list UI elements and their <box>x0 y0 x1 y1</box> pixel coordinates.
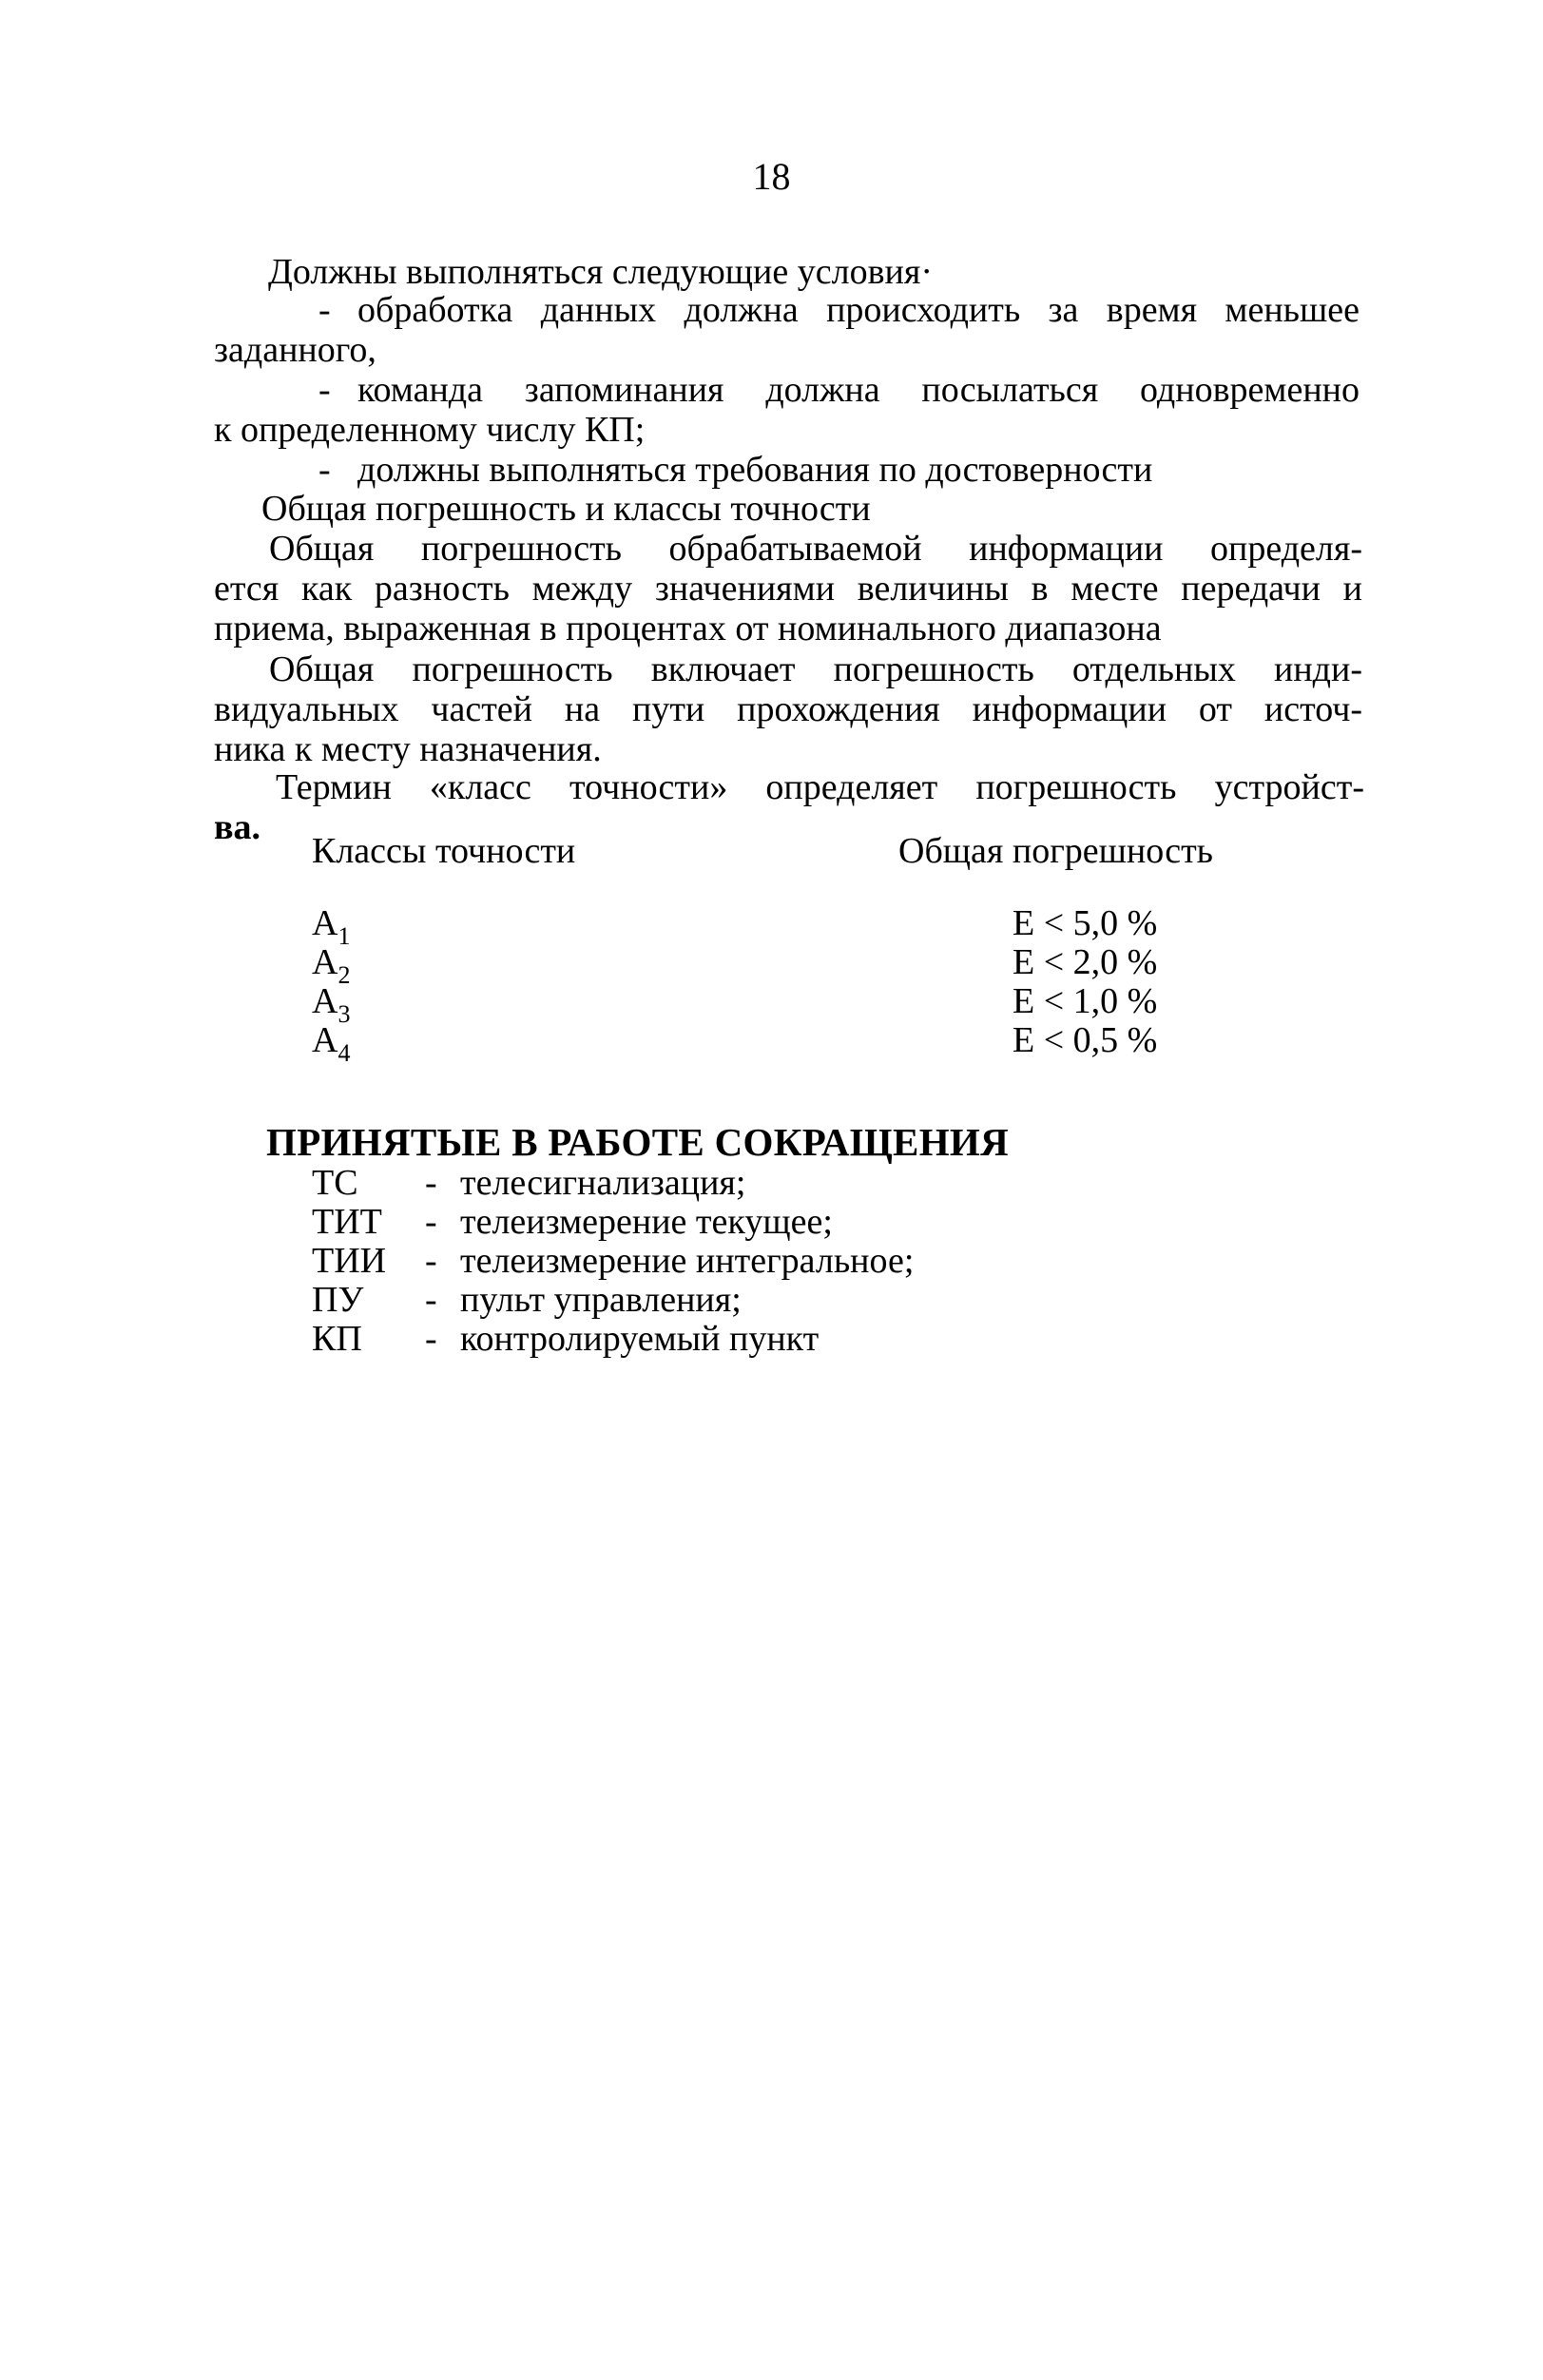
page-number: 18 <box>752 155 791 198</box>
para2-line3: ника к месту назначения. <box>214 729 602 769</box>
abbr-text-tii: телеизмерение интегральное; <box>460 1241 915 1281</box>
abbr-dash-tii: - <box>425 1241 437 1281</box>
table-header-class: Классы точности <box>312 831 576 871</box>
para1-line3: приема, выраженная в процентах от номинального диапазона <box>214 609 1162 648</box>
section-title: Общая погрешность и классы точности <box>261 489 871 529</box>
para2-line1: Общая погрешность включает погрешность отдельных инди- <box>269 649 1362 689</box>
abbr-dash-pu: - <box>425 1280 437 1320</box>
para1-line2: ется как разность между значениями величины в месте передачи и <box>214 569 1362 609</box>
condition-2-line1: команда запоминания должна посылаться одновременно <box>357 370 1360 410</box>
table-header-error: Общая погрешность <box>898 831 1214 871</box>
abbr-code-kp: КП <box>312 1319 362 1359</box>
condition-2-dash: - <box>318 370 331 410</box>
abbr-dash-ts: - <box>425 1163 437 1203</box>
abbr-text-pu: пульт управления; <box>460 1280 742 1320</box>
error-a2: E < 2,0 % <box>1013 942 1158 982</box>
condition-3-line1: должны выполняться требования по достоверности <box>357 450 1153 490</box>
abbr-code-pu: ПУ <box>312 1280 364 1320</box>
condition-1-line2: заданного, <box>214 330 376 370</box>
abbr-dash-kp: - <box>425 1319 437 1359</box>
abbr-dash-tit: - <box>425 1202 437 1242</box>
para1-line1: Общая погрешность обрабатываемой информации определя- <box>269 529 1362 569</box>
intro-line: Должны выполняться следующие условия· <box>268 252 933 292</box>
class-a1: $A_1$ <box>312 903 351 950</box>
abbr-text-kp: контролируемый пункт <box>460 1319 820 1359</box>
para3-line2: ва. <box>214 807 261 847</box>
error-a4: E < 0,5 % <box>1013 1020 1158 1060</box>
class-a2: $A_2$ <box>312 942 351 989</box>
abbr-text-tit: телеизмерение текущее; <box>460 1202 833 1242</box>
error-a1: E < 5,0 % <box>1013 903 1158 943</box>
para2-line2: видуальных частей на пути прохождения информации от источ- <box>214 689 1362 729</box>
class-a3: $A_3$ <box>312 981 351 1028</box>
class-a4: $A_4$ <box>312 1020 351 1067</box>
abbreviations-title: ПРИНЯТЫЕ В РАБОТЕ СОКРАЩЕНИЯ <box>266 1120 1009 1164</box>
abbr-code-ts: ТС <box>312 1163 358 1203</box>
condition-1-line1: обработка данных должна происходить за время меньшее <box>357 290 1360 330</box>
abbr-code-tit: ТИТ <box>312 1202 382 1242</box>
abbr-text-ts: телесигнализация; <box>460 1163 746 1203</box>
condition-3-dash: - <box>318 450 331 490</box>
error-a3: E < 1,0 % <box>1013 981 1158 1021</box>
abbr-code-tii: ТИИ <box>312 1241 387 1281</box>
para3-line1: Термин «класс точности» определяет погрешность устройст- <box>276 767 1364 807</box>
condition-1-dash: - <box>318 290 331 330</box>
condition-2-line2: к определенному числу КП; <box>214 410 646 450</box>
